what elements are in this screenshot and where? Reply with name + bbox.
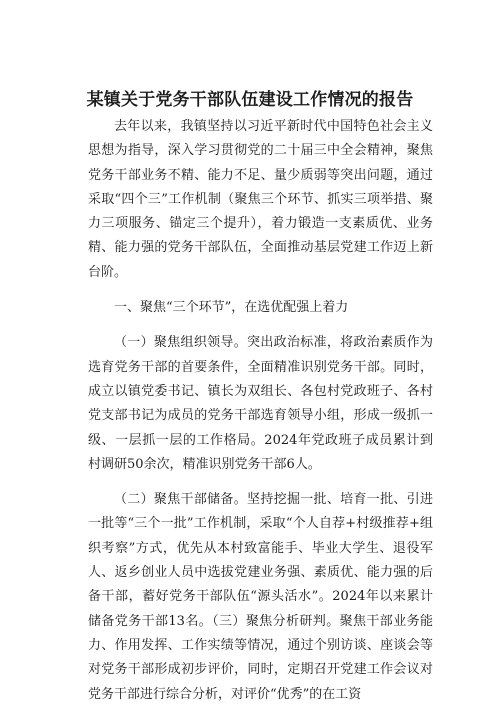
body-paragraph: （二）聚焦干部储备。坚持挖掘一批、培育一批、引进一批等“三个一批”工作机制，采取“个人自荐+村级推荐+组织考察”方式，优先从本村致富能手、毕业大学生、退役军人、返乡创业人员中选拔党建业务强、素质优、能力强的后备干部，蓄好党务干部队伍“源头活水”。2024年以来累计储备党务干部13名。（三）聚焦分析研判。聚焦干部业务能力、作用发挥、工作实绩等情况，通过个别访谈、座谈会等对党务干部形成初步评价，同时，定期召开党建工作会议对党务干部进行综合分析，对评价“优秀”的在工资 xyxy=(88,492,433,702)
intro-paragraph: 去年以来，我镇坚持以习近平新时代中国特色社会主义思想为指导，深入学习贯彻党的二十届三中全会精神，聚焦党务干部业务不精、能力不足、量少质弱等突出问题，通过采取“四个三”工作机制（聚焦三个环节、抓实三项举措、聚力三项服务、锚定三个提升），着力锻造一支素质优、业务精、能力强的党务干部队伍，全面推动基层党建工作迈上新台阶。 xyxy=(88,119,433,280)
document-title: 某镇关于党务干部队伍建设工作情况的报告 xyxy=(86,90,414,110)
section-heading: 一、聚焦“三个环节”，在选优配强上着力 xyxy=(114,300,349,316)
body-paragraph: （一）聚焦组织领导。突出政治标准，将政治素质作为选育党务干部的首要条件，全面精准识别党务干部。同时，成立以镇党委书记、镇长为双组长、各包村党政班子、各村党支部书记为成员的党务干部选育领导小组，形成一级抓一级、一层抓一层的工作格局。2024年党政班子成员累计到村调研50余次，精准识别党务干部6人。 xyxy=(88,335,433,472)
document-body xyxy=(88,115,433,707)
